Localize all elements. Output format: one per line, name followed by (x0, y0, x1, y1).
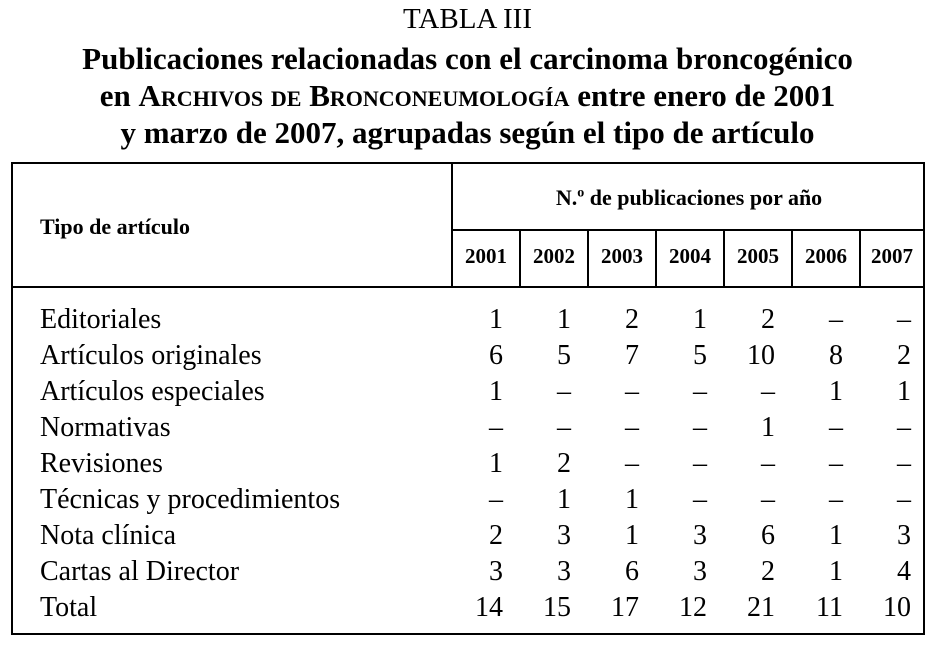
table-cell: – (897, 448, 911, 479)
row-label: Revisiones (40, 448, 163, 479)
year-header-2005: 2005 (737, 244, 779, 268)
column-group-header (453, 185, 925, 211)
table-cell: – (761, 376, 775, 407)
table-cell: 1 (489, 376, 503, 407)
year-header-2007: 2007 (871, 244, 913, 268)
caption-line-1: Publicaciones relacionadas con el carcinoma broncogénico (82, 41, 853, 76)
table-cell: 1 (761, 412, 775, 443)
table-cell: – (897, 304, 911, 335)
table-cell: 6 (761, 520, 775, 551)
table-cell: 3 (557, 556, 571, 587)
table-cell: 3 (557, 520, 571, 551)
table-cell: 10 (747, 340, 775, 371)
table-cell: – (693, 412, 707, 443)
table-cell: 5 (693, 340, 707, 371)
table-cell: – (489, 484, 503, 515)
row-label: Nota clínica (40, 520, 177, 551)
table-cell: 11 (816, 592, 843, 623)
table-cell: – (625, 448, 639, 479)
table-cell: – (693, 484, 707, 515)
year-header-2001: 2001 (465, 244, 507, 268)
row-label: Editoriales (40, 304, 162, 335)
table-cell: – (761, 448, 775, 479)
table-cell: – (625, 376, 639, 407)
journal-name: Archivos de Bronconeumología (138, 78, 570, 113)
table-cell: 15 (543, 592, 571, 623)
table-cell: – (829, 448, 843, 479)
table-cell: 2 (761, 556, 775, 587)
row-label: Normativas (40, 412, 171, 443)
year-header-2004: 2004 (669, 244, 711, 268)
table-cell: 8 (829, 340, 843, 371)
table-cell: 2 (625, 304, 639, 335)
row-label: Artículos especiales (40, 376, 265, 407)
table-cell: 7 (625, 340, 639, 371)
table-cell: 3 (693, 556, 707, 587)
table-cell: 1 (829, 556, 843, 587)
table-caption (0, 40, 935, 151)
group-header-main: N. (555, 185, 578, 210)
column-header-type: Tipo de artículo (40, 214, 190, 239)
table-cell: 1 (829, 520, 843, 551)
table-cell: 14 (475, 592, 503, 623)
table-cell: 21 (747, 592, 775, 623)
caption-line-2 (0, 77, 935, 114)
caption-line-2-suffix: entre enero de 2001 (569, 78, 836, 113)
table-cell: 6 (625, 556, 639, 587)
caption-line-3: y marzo de 2007, agrupadas según el tipo de artículo (120, 115, 815, 150)
table-cell: 10 (883, 592, 911, 623)
table-cell: 1 (897, 376, 911, 407)
table-cell: 2 (557, 448, 571, 479)
table-cell: – (761, 484, 775, 515)
group-header-rest: de publicaciones por año (584, 185, 823, 210)
table-cell: – (625, 412, 639, 443)
table-cell: – (897, 484, 911, 515)
table-cell: 1 (693, 304, 707, 335)
table-cell: 12 (679, 592, 707, 623)
table-cell: 17 (611, 592, 639, 623)
table-cell: 3 (489, 556, 503, 587)
table-cell: 1 (557, 304, 571, 335)
table-cell: 2 (489, 520, 503, 551)
table-cell: – (829, 304, 843, 335)
table-cell: 3 (693, 520, 707, 551)
year-header-2003: 2003 (601, 244, 643, 268)
row-label: Artículos originales (40, 340, 262, 371)
row-label: Total (40, 592, 98, 623)
table-cell: – (829, 412, 843, 443)
table-cell: 2 (761, 304, 775, 335)
table-cell: – (693, 376, 707, 407)
table-cell: 2 (897, 340, 911, 371)
table-cell: – (557, 376, 571, 407)
table-cell: 1 (829, 376, 843, 407)
year-header-2006: 2006 (805, 244, 847, 268)
table-cell: – (557, 412, 571, 443)
column-divider (451, 162, 453, 288)
table-label: TABLA III (403, 3, 532, 35)
table-cell: 1 (489, 448, 503, 479)
row-label: Técnicas y procedimientos (40, 484, 341, 515)
group-header-sup: o (577, 185, 585, 201)
table-cell: 5 (557, 340, 571, 371)
table-cell: 4 (897, 556, 911, 587)
table-cell: 1 (625, 484, 639, 515)
table-cell: – (829, 484, 843, 515)
table-cell: – (897, 412, 911, 443)
header-divider (453, 229, 925, 231)
table-cell: – (489, 412, 503, 443)
table-cell: 1 (489, 304, 503, 335)
table-cell: 1 (625, 520, 639, 551)
table-cell: – (693, 448, 707, 479)
table-cell: 6 (489, 340, 503, 371)
row-label: Cartas al Director (40, 556, 240, 587)
year-header-2002: 2002 (533, 244, 575, 268)
header-bottom-rule (11, 286, 925, 288)
table-cell: 1 (557, 484, 571, 515)
caption-line-2-prefix: en (99, 78, 139, 113)
table-cell: 3 (897, 520, 911, 551)
